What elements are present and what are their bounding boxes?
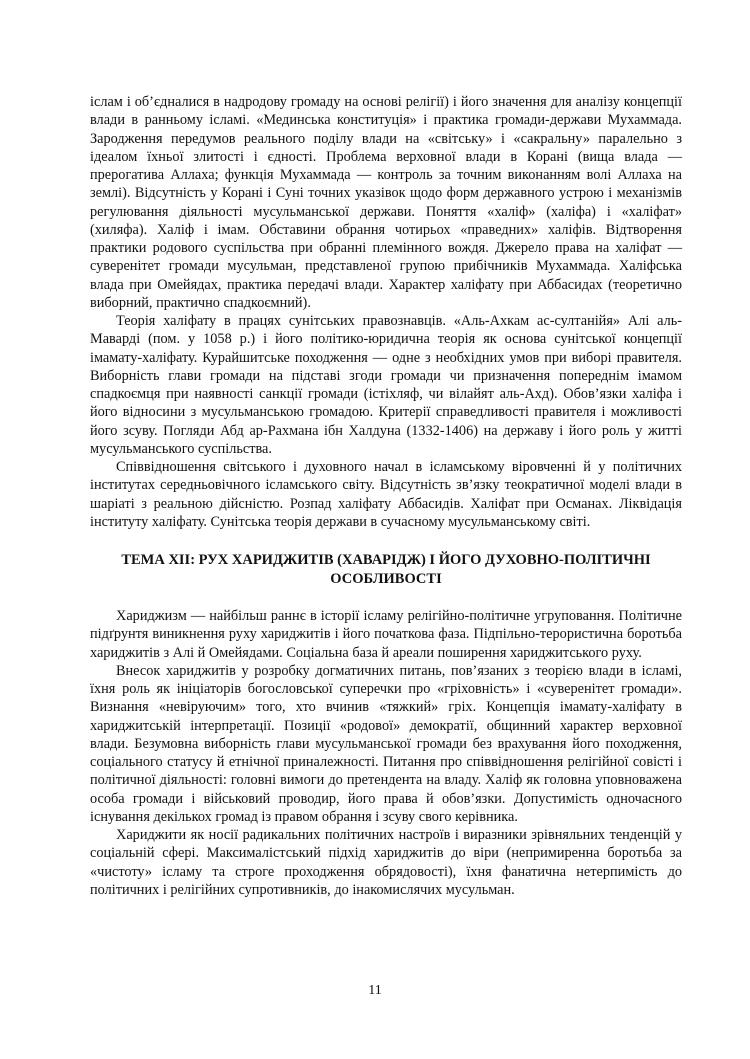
- document-page: [90, 93, 682, 899]
- paragraph-1: іслам і об’єдналися в надродову громаду на основі релігії) і його значення для аналізу концепції влади в ранньому ісламі. «Мединська конституція» і практика громади-держави Мухаммада. Зародження передумов реального поділу влади на «світську» і «сакральну» паралельно з ідеалом їхньої злитості і єдності. Проблема верховної влади в Корані (вища влада — прерогатива Аллаха; функція Мухаммада — контроль за точним виконанням волі Аллаха на землі). Відсутність у Корані і Суні точних указівок щодо форм державного устрою і механізмів регулювання діяльності мусульманської держави. Поняття «халіф» (халіфа) і «халіфат» (хиляфа). Халіф і імам. Обставини обрання чотирьох «праведних» халіфів. Відтворення практики родового суспільства при обранні племінного вождя. Джерело права на халіфат — суверенітет громади мусульман, представленої групою прибічників Мухаммада. Халіфська влада при Омейядах, практика передачі влади. Характер халіфату при Аббасидах (теоретично виборний, практично спадкоємний).: [90, 94, 682, 311]
- paragraph-2: Теорія халіфату в працях сунітських правознавців. «Аль-Ахкам ас-султанійя» Алі аль-Маварді (пом. у 1058 р.) і його політико-юридична теорія як основа сунітської концепції імамату-халіфату. Курайшитське походження — одне з необхідних умов при виборі правителя. Виборність глави громади на підставі згоди громади чи призначення попереднім імамом спадкоємця при наявності санкції громади (істіхляф, чи вілайят аль-Ахд). Обов’язки халіфа і його відносини з мусульманською громадою. Критерії справедливості правителя і можливості його зсуву. Погляди Абд ар-Рахмана ібн Халдуна (1332-1406) на державу і його роль у житті мусульманського суспільства.: [90, 313, 682, 457]
- paragraph-3: Співвідношення світського і духовного начал в ісламському віровченні й у політичних інститутах середньовічного ісламського світу. Відсутність зв’язку теократичної моделі влади в шаріаті з реальною дійсністю. Розпад халіфату Аббасидів. Халіфат при Османах. Ліквідація інституту халіфату. Сунітська теорія держави в сучасному мусульманському світі.: [90, 459, 682, 530]
- section-heading: ТЕМА ХІІ: РУХ ХАРИДЖИТІВ (ХАВАРІДЖ) І ЙОГО ДУХОВНО-ПОЛІТИЧНІ ОСОБЛИВОСТІ: [121, 552, 651, 587]
- paragraph-4: Хариджизм — найбільш раннє в історії ісламу релігійно-політичне угруповання. Політичне підґрунтя виникнення руху хариджитів і його початкова фаза. Підпільно-терористична боротьба хариджитів з Алі й Омейядами. Соціальна база й ареали поширення хариджитського руху.: [90, 608, 682, 661]
- paragraph-5: Внесок хариджитів у розробку догматичних питань, пов’язаних з теорією влади в ісламі, їхня роль як ініціаторів богословської суперечки про «гріховність» і «суверенітет громади». Визнання «невіруючим» того, хто вчинив «тяжкий» гріх. Концепція імамату-халіфату в хариджитській інтерпретації. Позиції «родової» демократії, общинний характер верховної влади. Безумовна виборність глави мусульманської громади без врахування його походження, соціального статусу й етнічної приналежності. Питання про співвідношення релігійної совісті і політичної діяльності: головні вимоги до претендента на владу. Халіф як головна уповноважена особа громади і військовий проводир, його права й обов’язки. Допустимість одночасного існування декількох громад із правом обрання і зсуву свого керівника.: [90, 662, 682, 825]
- page-number: 11: [368, 983, 382, 998]
- paragraph-6: Хариджити як носії радикальних політичних настроїв і виразники зрівняльних тенденцій у соціальній сфері. Максималістський підхід хариджитів до віри (непримиренна боротьба за «чистоту» ісламу та строге проходження обрядовості), їхня фанатична нетерпимість до політичних і релігійних супротивників, до інакомислячих мусульман.: [90, 827, 682, 898]
